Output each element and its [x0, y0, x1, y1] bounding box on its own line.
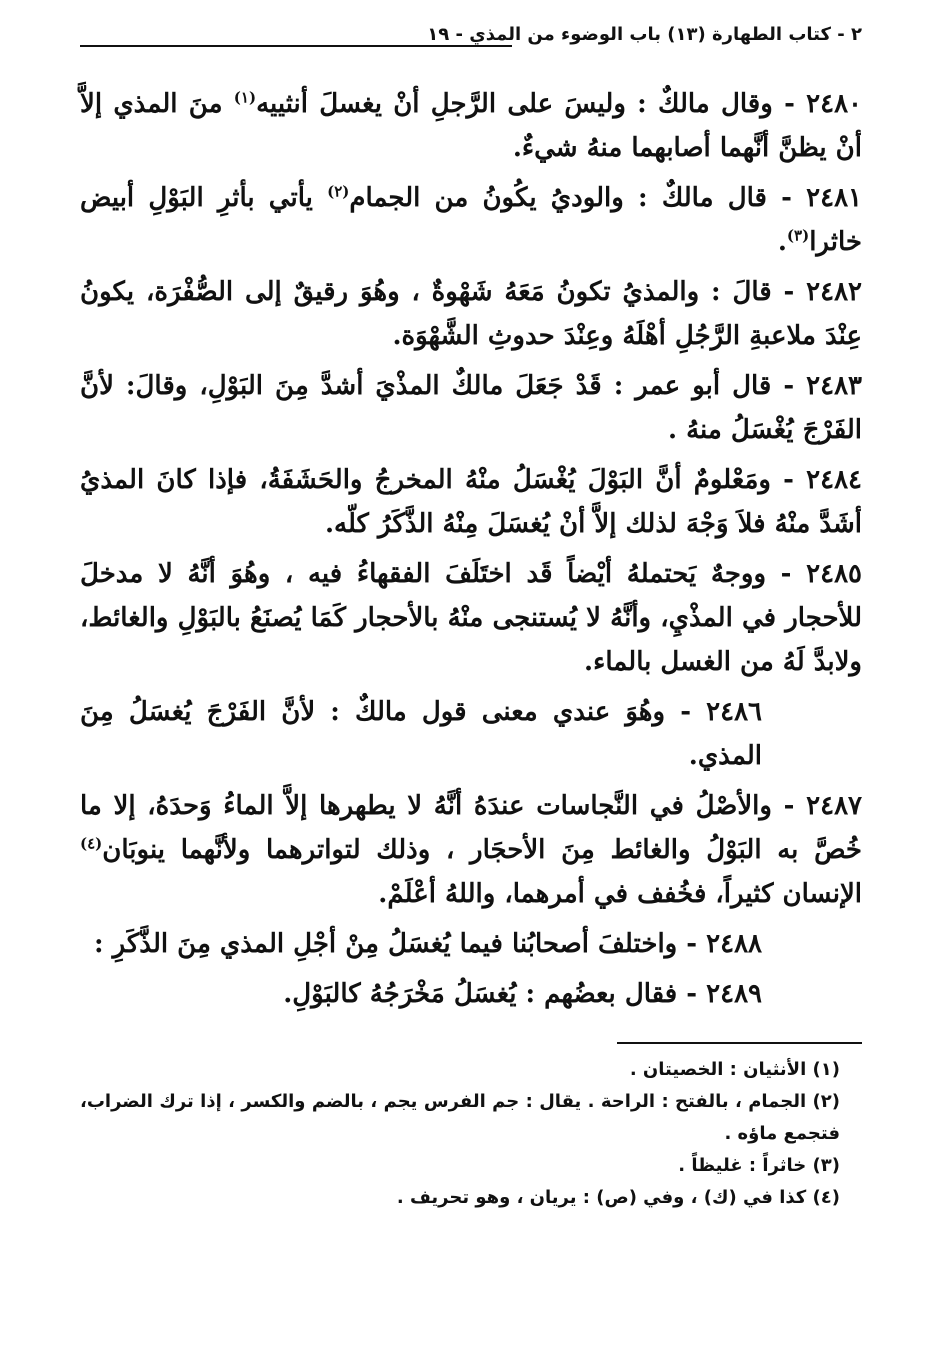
running-title: ٢ - كتاب الطهارة (١٣) باب الوضوء من المذي - ١٩	[413, 24, 862, 45]
footnote-ref: (٢)	[327, 182, 350, 201]
footnote-ref: (٣)	[786, 226, 810, 245]
paragraph-number: ٢٤٨٦	[706, 697, 762, 727]
paragraph-2480	[80, 82, 862, 170]
paragraph-number: ٢٤٨٠	[806, 89, 862, 119]
running-header	[80, 24, 862, 64]
footnote-4	[80, 1182, 862, 1214]
paragraph-text-tail: يأتي بأثرِ البَوْلِ أبيض خاثرا	[80, 183, 862, 257]
footnote-text: خاثراً : غليظاً .	[678, 1155, 813, 1176]
paragraph-2487	[80, 784, 862, 916]
paragraph-text: - ووجهٌ يَحتملهُ أيْضاً قَد اختَلَفَ الفقهاءُ فيه ، وهُوَ أنَّهُ لا مدخلَ للأحجار في المذْيِ، وأنَّهُ لا يُستنجى منْهُ بالأحجار كَمَا يُصنَعُ بالبَوْلِ والغائط، ولابدَّ لَهُ من الغسل بالماء.	[80, 559, 862, 677]
paragraph-number: ٢٤٨٧	[806, 791, 862, 821]
paragraph-text: - وهُوَ عندي معنى قول مالكٌ : لأنَّ الفَرْجَ يُغسَلُ مِنَ المذي.	[80, 697, 762, 771]
paragraph-number: ٢٤٨٤	[806, 465, 862, 495]
paragraph-2486	[80, 690, 862, 778]
paragraph-number: ٢٤٨٩	[706, 979, 762, 1009]
paragraph-text: - قال أبو عمر : قَدْ جَعَلَ مالكٌ المذْيَ أشدَّ مِنَ البَوْلِ، وقالَ: لأنَّ الفَرْجَ يُغْسَلُ منهُ .	[80, 371, 862, 445]
paragraph-text: - والأصْلُ في النَّجاسات عندَهُ أنَّهُ لا يطهرها إلاَّ الماءُ وَحدَهُ، إلا ما خُصَّ به البَوْلُ والغائط مِنَ الأحجَار ، وذلك لتواترهما ولأنَّهما ينوبَان	[80, 791, 862, 865]
paragraph-number: ٢٤٨١	[806, 183, 863, 213]
paragraph-text: - وقال مالكٌ : وليسَ على الرَّجلِ أنْ يغسلَ أنثييه	[256, 89, 807, 119]
footnote-text: كذا في (ك) ، وفي (ص) : يريان ، وهو تحريف .	[396, 1187, 813, 1208]
paragraph-text: - فقال بعضُهم : يُغسَلُ مَخْرَجُهُ كالبَوْلِ.	[283, 979, 707, 1009]
paragraph-2485	[80, 552, 862, 684]
paragraph-2483	[80, 364, 862, 452]
footnote-2	[80, 1086, 862, 1150]
paragraph-text: - ومَعْلومٌ أنَّ البَوْلَ يُغْسَلُ منْهُ المخرجُ والحَشَفَةُ، فإذا كانَ المذيُ أشَدَّ منْهُ فلاَ وَجْهَ لذلك إلاَّ أنْ يُغسَلَ مِنْهُ الذَّكَرُ كلّه.	[80, 465, 862, 539]
paragraph-number: ٢٤٨٨	[706, 929, 762, 959]
main-text	[80, 82, 862, 1016]
paragraph-number: ٢٤٨٥	[806, 559, 862, 589]
paragraph-text: - واختلفَ أصحابُنا فيما يُغسَلُ مِنْ أجْلِ المذي مِنَ الذَّكَرِ :	[93, 929, 707, 959]
paragraph-2481	[80, 176, 862, 264]
footnote-3	[80, 1150, 862, 1182]
footnote-label: (١)	[812, 1059, 840, 1080]
footnote-rule	[617, 1042, 862, 1044]
header-rule	[80, 45, 512, 47]
footnote-label: (٣)	[812, 1155, 840, 1176]
paragraph-2489	[80, 972, 862, 1016]
paragraph-text: - قال مالكٌ : والوديُ يكُونُ من الجمام	[349, 183, 807, 213]
footnote-label: (٢)	[812, 1091, 840, 1112]
paragraph-text-tail: .	[777, 227, 787, 257]
paragraph-2484	[80, 458, 862, 546]
paragraph-text-tail: منَ المذي إلاَّ أنْ يظنَّ أنَّهما أصابهما منهُ شيءٌ.	[80, 89, 862, 163]
footnote-label: (٤)	[812, 1187, 840, 1208]
paragraph-number: ٢٤٨٢	[806, 277, 862, 307]
footnote-ref: (١)	[233, 88, 257, 107]
footnotes-section	[80, 1042, 862, 1214]
paragraph-text-tail: الإنسان كثيراً، فخُفف في أمرهما، واللهُ أعْلَمْ.	[378, 879, 862, 909]
footnote-text: الأنثيان : الخصيتان .	[629, 1059, 813, 1080]
paragraph-number: ٢٤٨٣	[806, 371, 862, 401]
book-page	[80, 24, 862, 1324]
footnote-1	[80, 1054, 862, 1086]
footnote-text: الجمام ، بالفتح : الراحة . يقال : جم الفرس يجم ، بالضم والكسر ، إذا ترك الضراب، فتجمع ماؤه .	[80, 1091, 840, 1144]
footnote-ref: (٤)	[80, 834, 103, 853]
paragraph-2482	[80, 270, 862, 358]
paragraph-text: - قالَ : والمذيُ تكونُ مَعَهُ شَهْوةٌ ، وهُوَ رقيقٌ إلى الصُّفْرَة، يكونُ عِنْدَ ملاعبةِ الرَّجُلِ أهْلَهُ وعِنْدَ حدوثِ الشَّهْوَة.	[80, 277, 862, 351]
paragraph-2488	[80, 922, 862, 966]
